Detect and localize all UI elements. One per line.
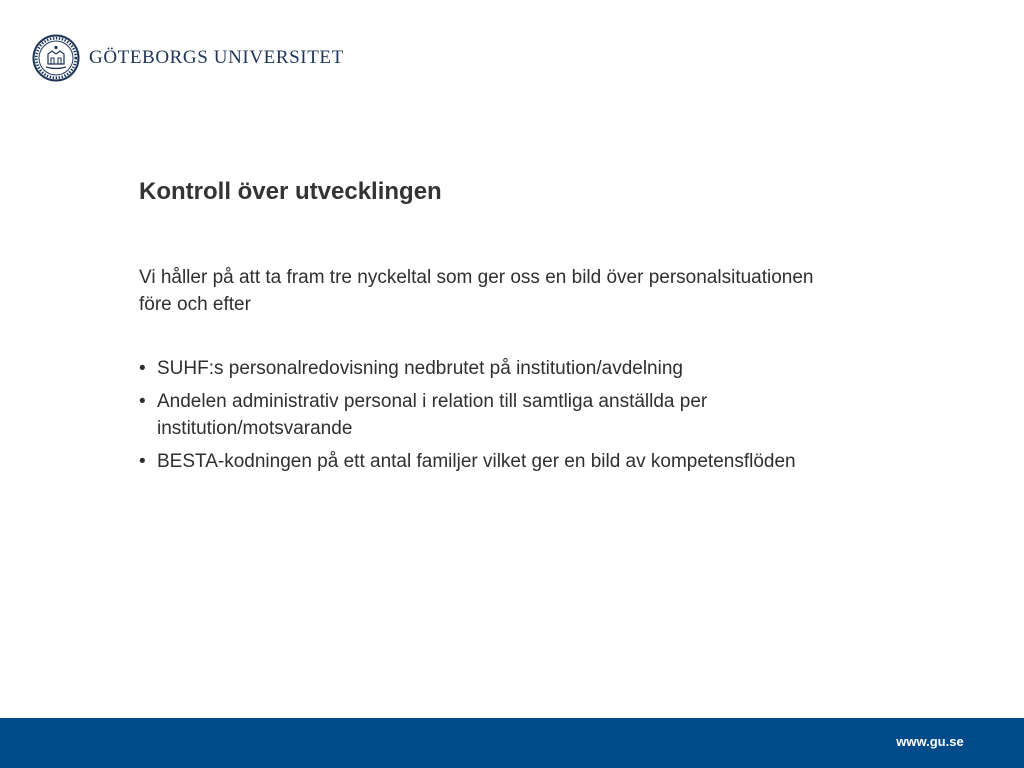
bullet-item — [139, 448, 839, 475]
bullet-icon: • — [139, 451, 146, 472]
bullet-item — [139, 388, 839, 442]
university-name: GÖTEBORGS UNIVERSITET — [89, 47, 344, 68]
bullet-text: Andelen administrativ personal i relation till samtliga anställda per institution/motsvarande — [157, 391, 708, 439]
bullet-icon: • — [139, 391, 146, 412]
intro-paragraph: Vi håller på att ta fram tre nyckeltal som ger oss en bild över personalsituationen före och efter — [139, 267, 814, 315]
bullet-icon: • — [139, 358, 146, 379]
bullet-text: SUHF:s personalredovisning nedbrutet på institution/avdelning — [157, 358, 683, 379]
university-logo — [32, 34, 344, 82]
footer-bar — [0, 718, 1024, 768]
slide-title: Kontroll över utvecklingen — [139, 178, 442, 205]
bullet-item — [139, 355, 839, 382]
bullet-list — [139, 355, 839, 481]
bullet-text: BESTA-kodningen på ett antal familjer vilket ger en bild av kompetensflöden — [157, 451, 796, 472]
university-seal-icon — [32, 34, 80, 82]
footer-website-link[interactable]: www.gu.se — [896, 734, 964, 749]
